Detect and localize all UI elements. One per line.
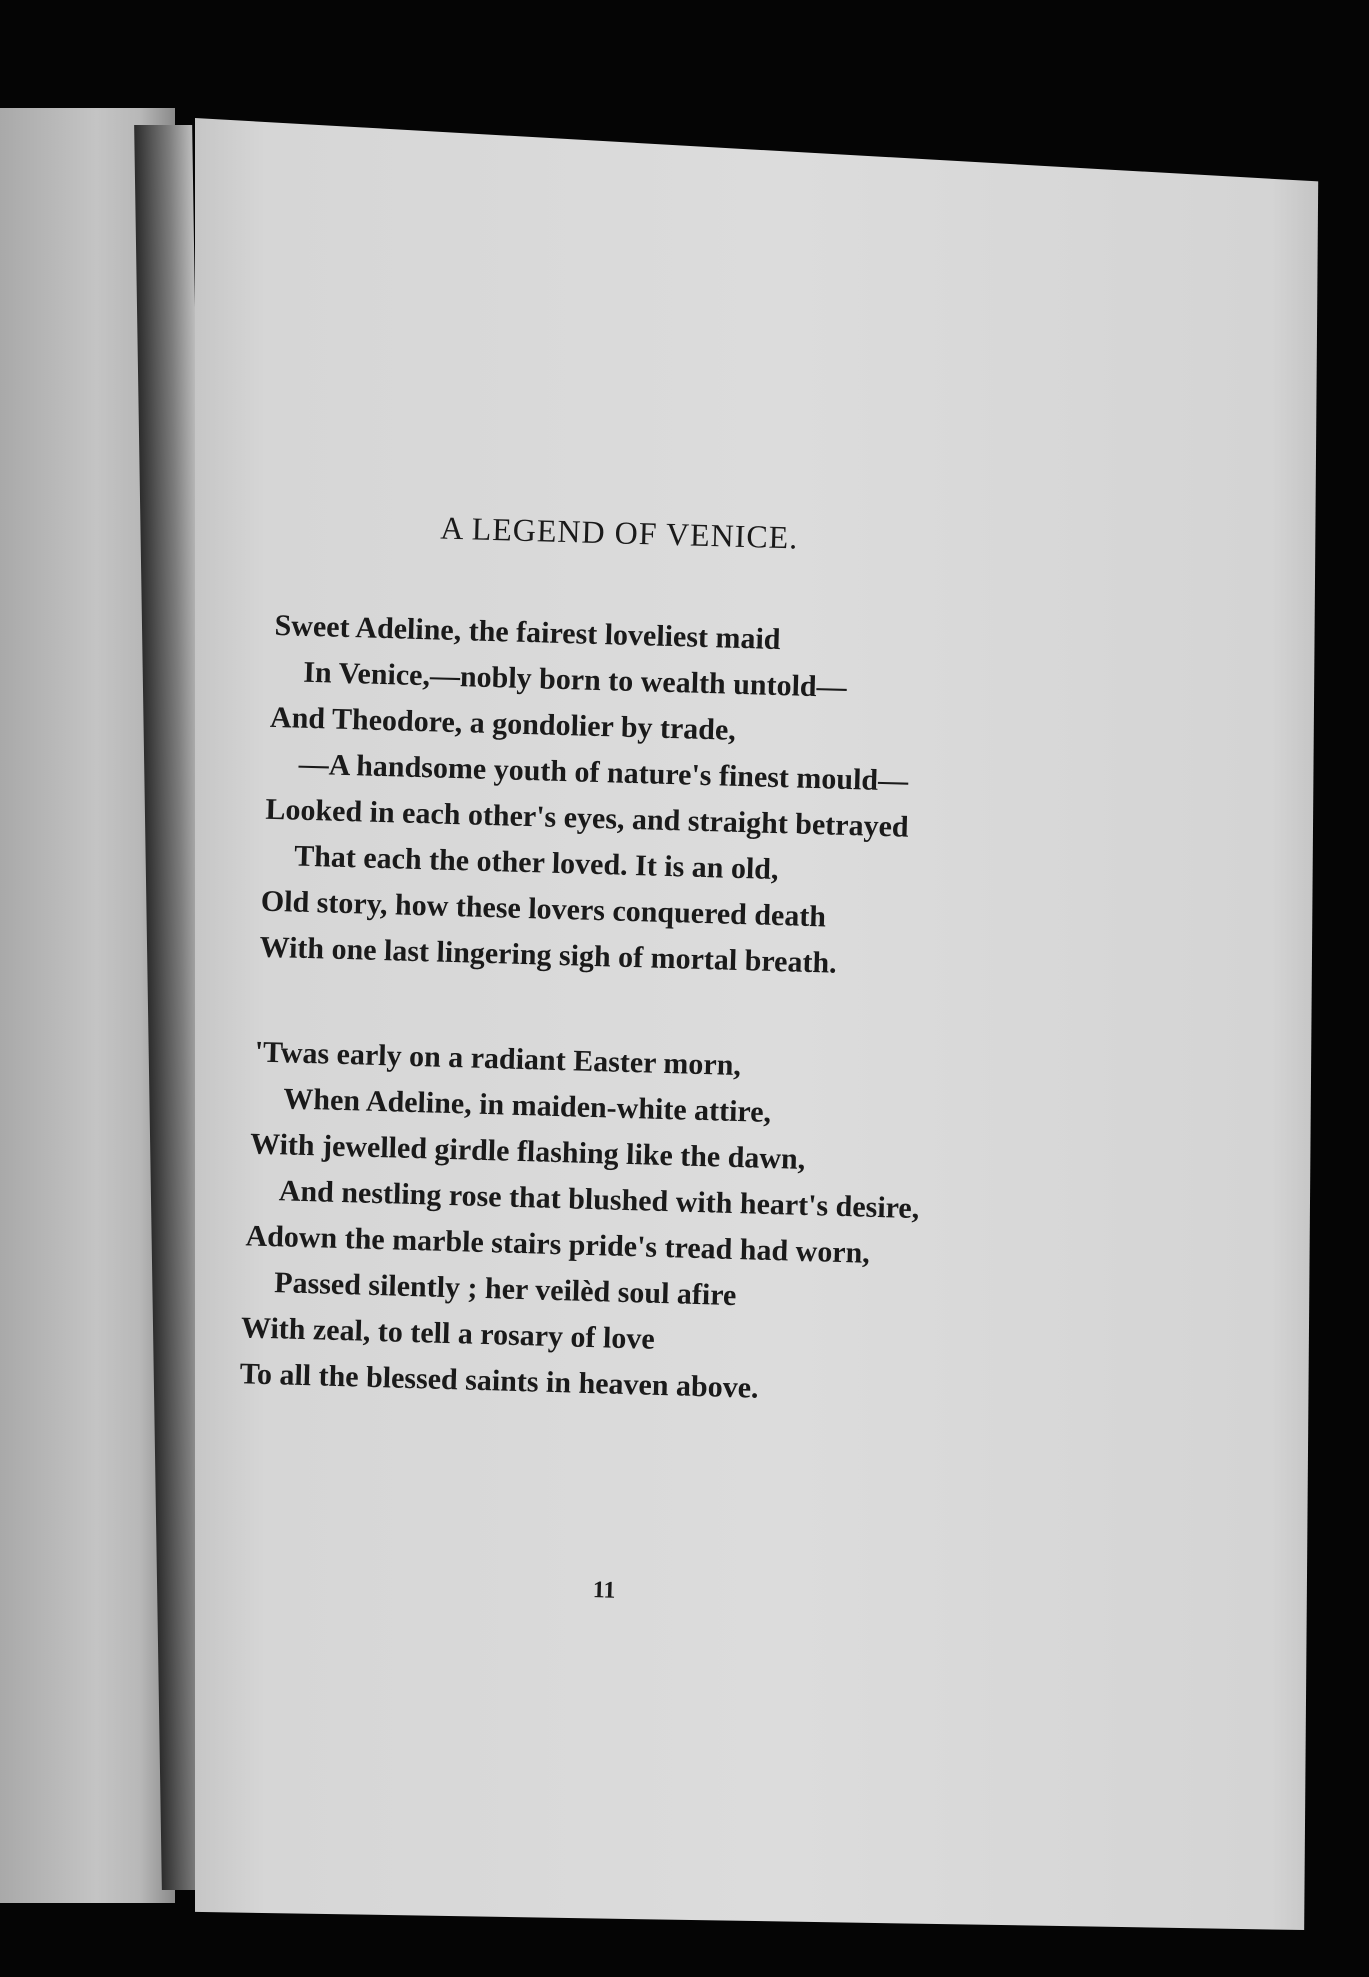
poem-line: —A handsome youth of nature's finest mould—: [298, 747, 909, 798]
poem-line: With zeal, to tell a rosary of love: [240, 1311, 656, 1356]
poem-line: And nestling rose that blushed with heart's desire,: [278, 1174, 920, 1226]
poem-line: Looked in each other's eyes, and straight betrayed: [265, 792, 910, 844]
poem-line: In Venice,—nobly born to wealth untold—: [302, 655, 848, 704]
poem-line: Passed silently ; her veilèd soul afire: [273, 1266, 737, 1313]
poem-line: Sweet Adeline, the fairest loveliest maid: [274, 608, 781, 657]
poem-line: With jewelled girdle flashing like the dawn,: [249, 1127, 806, 1176]
poem-line: With one last lingering sigh of mortal breath.: [259, 930, 838, 980]
poem-title: A LEGEND OF VENICE.: [439, 509, 799, 556]
poem-line: When Adeline, in maiden-white attire,: [282, 1082, 772, 1129]
poem-line: Adown the marble stairs pride's tread had worn,: [245, 1219, 871, 1270]
poem-line: And Theodore, a gondolier by trade,: [269, 700, 737, 747]
poem-line: To all the blessed saints in heaven above.: [239, 1357, 759, 1405]
page-number: 11: [592, 1577, 616, 1604]
poem-line: Old story, how these lovers conquered death: [260, 884, 827, 934]
poem-line: That each the other loved. It is an old,: [293, 839, 779, 887]
poem-line: 'Twas early on a radiant Easter morn,: [254, 1035, 742, 1083]
